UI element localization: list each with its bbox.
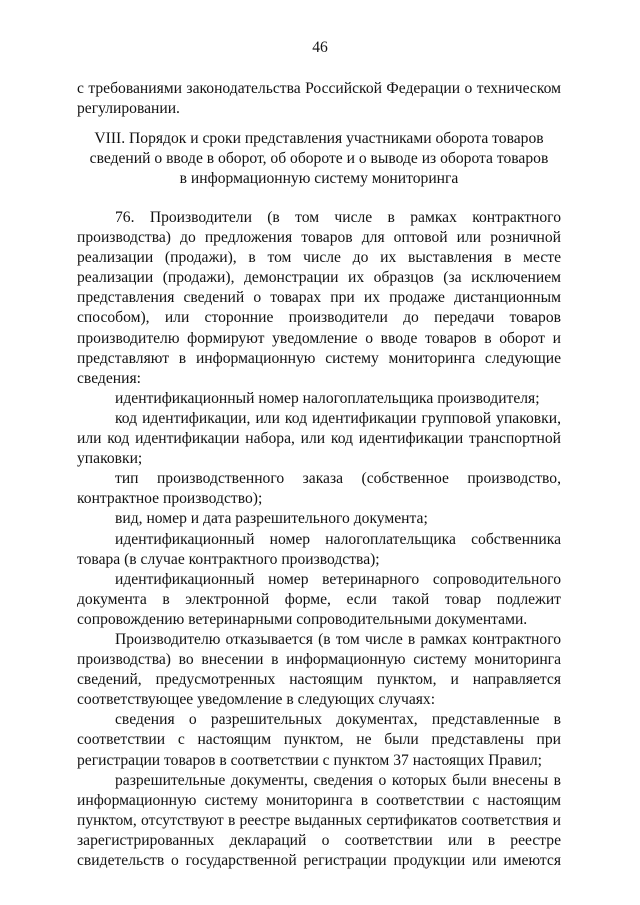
list-item: тип производственного заказа (собственное производство, контрактное производство);	[77, 470, 561, 508]
body-text	[77, 208, 561, 871]
paragraph-76: 76. Производители (в том числе в рамках контрактного производства) до предложения товаров для оптовой или розничной реализации (продажи), в том числе до их выставления в месте реализации (продажи), демонстрации их образцов (за исключением представления сведений о товарах при их продаже дистанционным способом), или сторонние производители до передачи товаров производителю формируют уведомление о вводе товаров в оборот и представляют в информационную систему мониторинга следующие сведения:	[77, 209, 561, 387]
list-item: сведения о разрешительных документах, представленные в соответствии с настоящим пунктом, не были представлены при регистрации товаров в соответствии с пунктом 37 настоящих Правил;	[77, 711, 561, 769]
section-heading-line: VIII. Порядок и сроки представления участниками оборота товаров	[94, 130, 544, 147]
refusal-paragraph: Производителю отказывается (в том числе в рамках контрактного производства) во внесении в информационную систему мониторинга сведений, предусмотренных настоящим пунктом, и направляется соответствующее уведомление в следующих случаях:	[77, 630, 561, 709]
section-heading	[77, 129, 561, 189]
list-item: идентификационный номер налогоплательщика производителя;	[115, 389, 540, 407]
list-item: вид, номер и дата разрешительного документа;	[115, 510, 428, 528]
section-heading-line: в информационную систему мониторинга	[179, 170, 459, 188]
page-number: 46	[312, 39, 328, 56]
intro-paragraph: с требованиями законодательства Российской Федерации о техническом регулировании.	[77, 80, 561, 118]
section-heading-line: сведений о вводе в оборот, об обороте и о выводе из оборота товаров	[89, 150, 549, 168]
list-item: идентификационный номер налогоплательщика собственника товара (в случае контрактного производства);	[77, 530, 561, 568]
intro-paragraph-block	[77, 79, 561, 119]
list-item: идентификационный номер ветеринарного сопроводительного документа в электронной форме, если такой товар подлежит сопровождению ветеринарными сопроводительными документами.	[77, 570, 561, 628]
list-item: разрешительные документы, сведения о которых были внесены в информационную систему мониторинга в соответствии с настоящим пунктом, отсутствуют в реестре выданных сертификатов соответствия и зарегистрированных деклараций о соответствии или в реестре свидетельств о государственной регистрации продукции или имеются	[77, 771, 561, 869]
list-item: код идентификации, или код идентификации групповой упаковки, или код идентификации набора, или код идентификации транспортной упаковки;	[77, 409, 561, 468]
